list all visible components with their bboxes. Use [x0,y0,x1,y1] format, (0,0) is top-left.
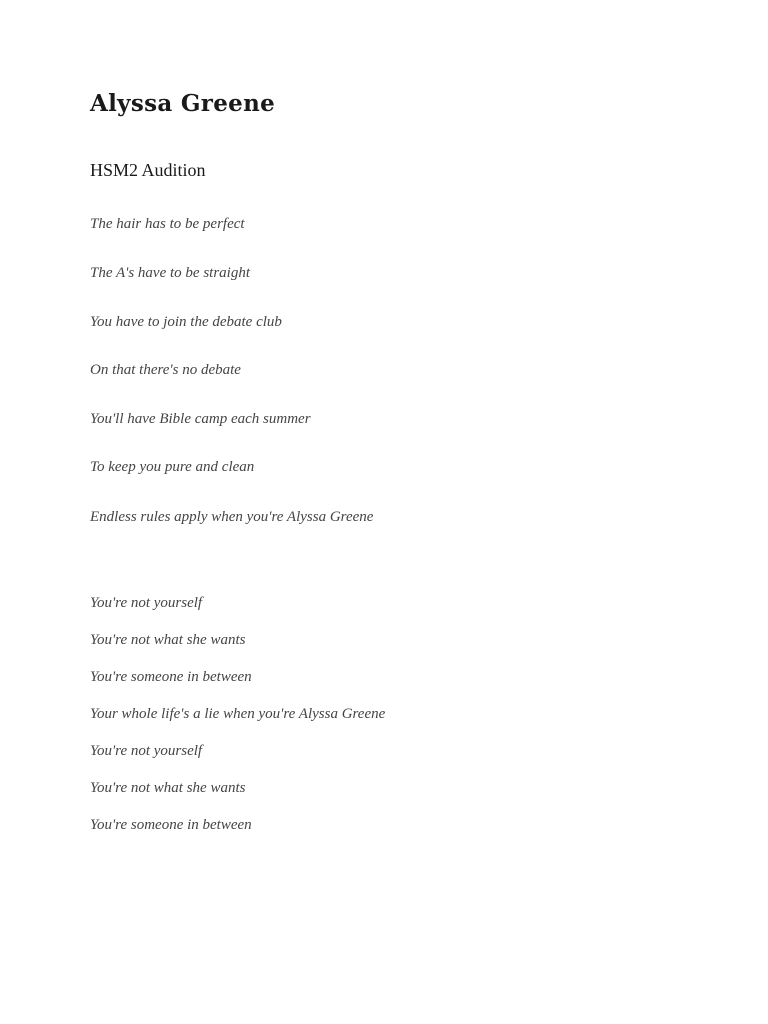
lyric-line: You have to join the debate club [90,314,282,330]
lyric-line: The A's have to be straight [90,265,251,281]
lyric-line: You're someone in between [90,669,252,685]
lyric-line: The hair has to be perfect [90,216,245,232]
lyric-line: Endless rules apply when you're Alyssa Greene [90,509,374,525]
lyric-line: You're someone in between [90,817,252,833]
lyric-line: You're not what she wants [90,780,246,796]
lyric-line: Your whole life's a lie when you're Alyssa Greene [90,706,386,722]
document-title: Alyssa Greene [90,90,276,117]
lyric-line: You're not yourself [90,595,203,611]
lyric-line: You're not what she wants [90,632,246,648]
lyric-line: On that there's no debate [90,362,241,378]
document-subtitle: HSM2 Audition [90,160,206,180]
lyric-line: You'll have Bible camp each summer [90,411,311,427]
lyric-line: You're not yourself [90,743,203,759]
lyric-line: To keep you pure and clean [90,459,255,475]
